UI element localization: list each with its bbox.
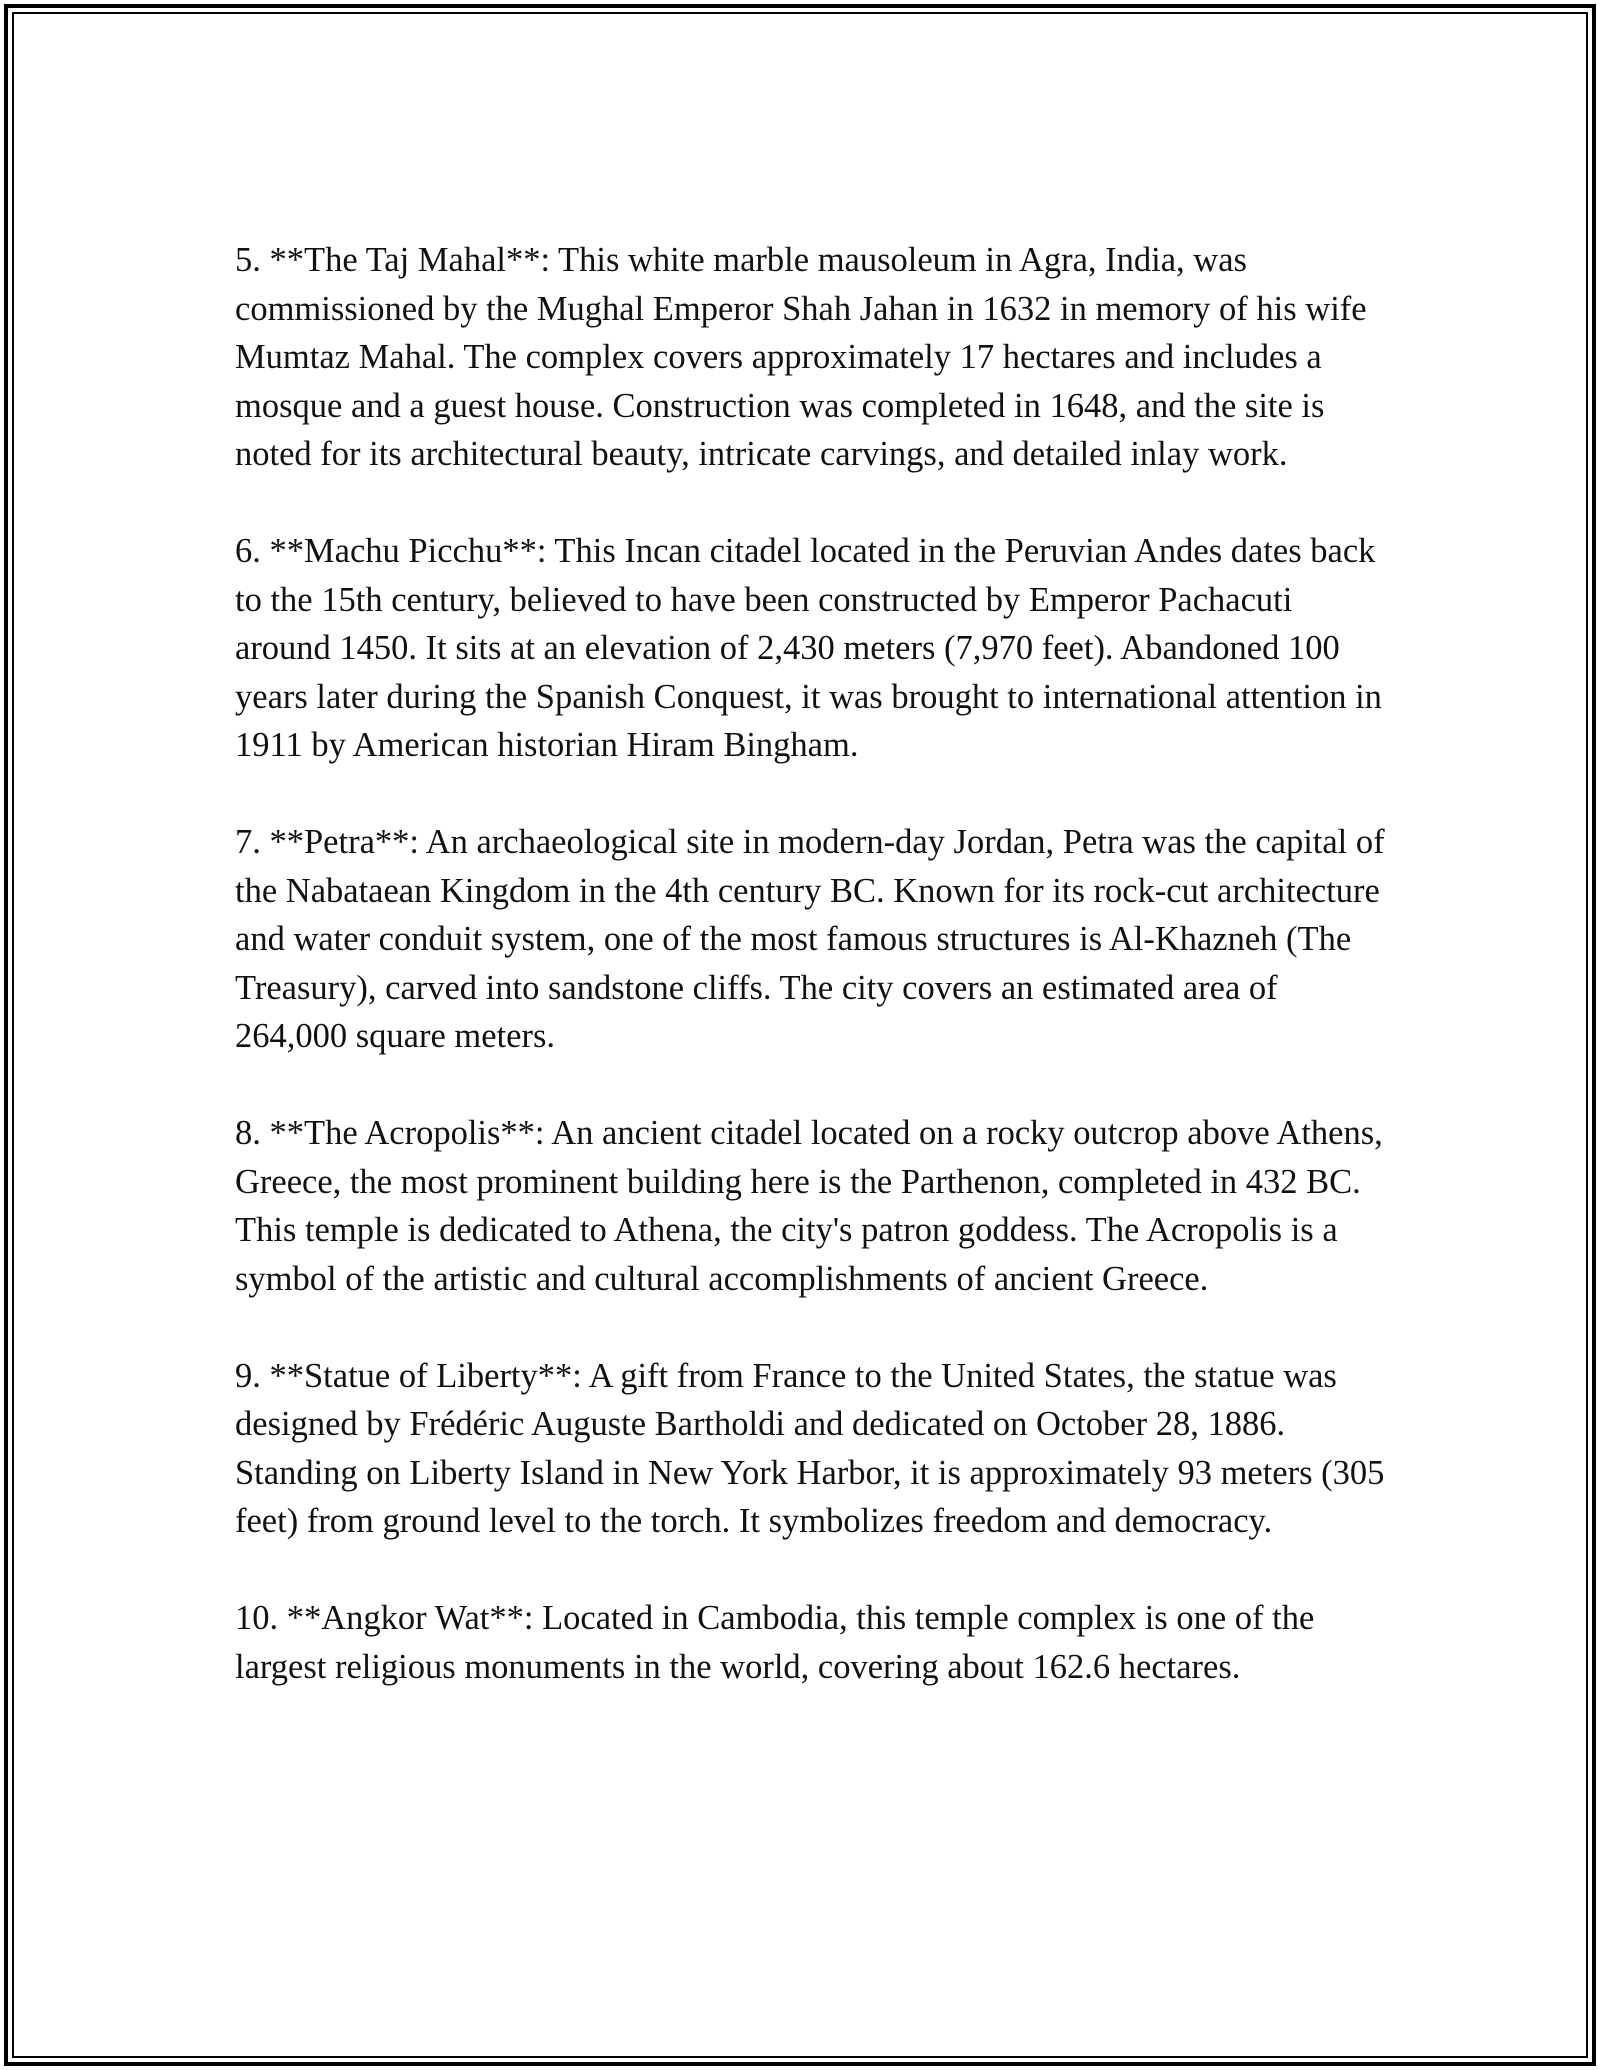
paragraph-acropolis: 8. **The Acropolis**: An ancient citadel located on a rocky outcrop above Athens, Greece, the most prominent building here is the Parthenon, completed in 432 BC. This temple is dedicated to Athena, the city's patron goddess. The Acropolis is a symbol of the artistic and cultural accomplishments of ancient Greece.: [235, 1114, 1383, 1298]
paragraph-machu-picchu: 6. **Machu Picchu**: This Incan citadel located in the Peruvian Andes dates back to the 15th century, believed to have been constructed by Emperor Pachacuti around 1450. It sits at an elevation of 2,430 meters (7,970 feet). Abandoned 100 years later during the Spanish Conquest, it was brought to international attention in 1911 by American historian Hiram Bingham.: [235, 532, 1382, 764]
paragraph-taj-mahal: 5. **The Taj Mahal**: This white marble mausoleum in Agra, India, was commissioned by the Mughal Emperor Shah Jahan in 1632 in memory of his wife Mumtaz Mahal. The complex covers approximately 17 hectares and includes a mosque and a guest house. Construction was completed in 1648, and the site is noted for its architectural beauty, intricate carvings, and detailed inlay work.: [235, 241, 1367, 473]
paragraph-statue-of-liberty: 9. **Statue of Liberty**: A gift from France to the United States, the statue was designed by Frédéric Auguste Bartholdi and dedicated on October 28, 1886. Standing on Liberty Island in New York Harbor, it is approximately 93 meters (305 feet) from ground level to the torch. It symbolizes freedom and democracy.: [235, 1356, 1385, 1540]
document-body: [235, 236, 1385, 1691]
paragraph-angkor-wat: 10. **Angkor Wat**: Located in Cambodia, this temple complex is one of the largest religious monuments in the world, covering about 162.6 hectares.: [235, 1599, 1315, 1686]
paragraph-petra: 7. **Petra**: An archaeological site in modern-day Jordan, Petra was the capital of the Nabataean Kingdom in the 4th century BC. Known for its rock-cut architecture and water conduit system, one of the most famous structures is Al-Khazneh (The Treasury), carved into sandstone cliffs. The city covers an estimated area of 264,000 square meters.: [235, 823, 1385, 1055]
